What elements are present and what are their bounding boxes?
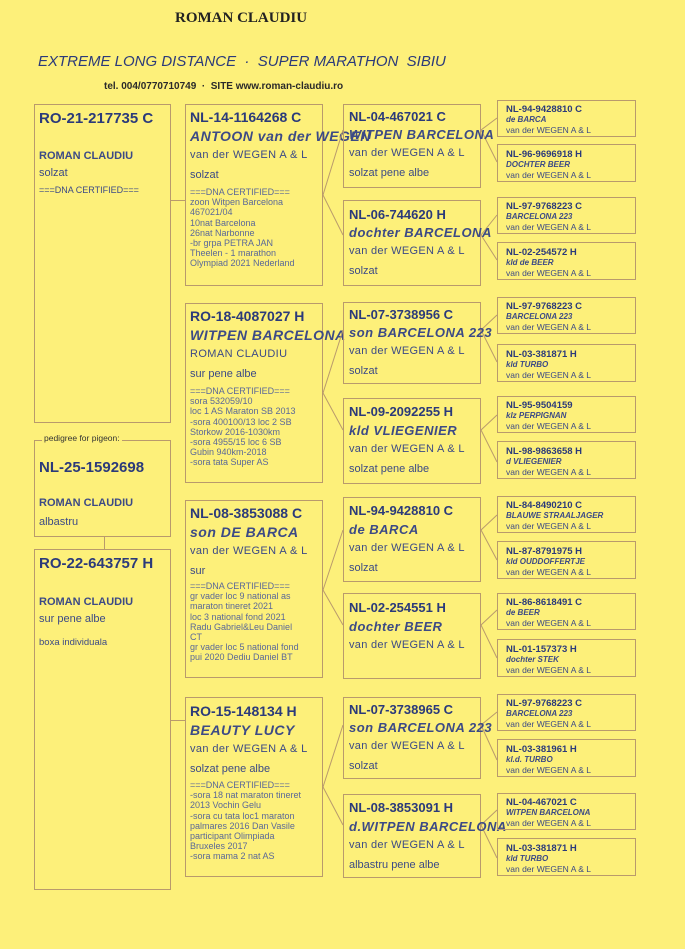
gen4-ring: NL-97-9768223 C xyxy=(506,301,583,312)
gen2-ring: NL-08-3853088 C xyxy=(190,505,303,521)
gen4-box xyxy=(497,197,636,234)
dam-ring: RO-22-643757 H xyxy=(39,555,154,572)
gen3-box xyxy=(343,697,493,779)
connector xyxy=(323,195,343,235)
gen2-color: sur pene albe xyxy=(190,368,257,380)
note-line: 467021/04 xyxy=(190,207,233,218)
gen3-box xyxy=(343,398,481,484)
sire-dna-note: ===DNA CERTIFIED=== xyxy=(39,185,139,195)
gen4-owner: van der WEGEN A & L xyxy=(506,170,592,180)
gen4-ring: NL-84-8490210 C xyxy=(506,500,583,511)
gen4-name: de BEER xyxy=(506,608,540,617)
gen2-owner: ROMAN CLAUDIU xyxy=(190,348,288,360)
gen4-box xyxy=(497,838,636,876)
gen2-name: BEAUTY LUCY xyxy=(190,722,295,738)
gen4-ring: NL-86-8618491 C xyxy=(506,597,583,608)
gen3-name: dochter BARCELONA xyxy=(349,225,492,240)
note-line: -sora 18 nat maraton tineret xyxy=(190,790,302,801)
sire-ring: RO-21-217735 C xyxy=(39,110,154,127)
gen3-owner: van der WEGEN A & L xyxy=(349,542,465,554)
gen4-name: BARCELONA 223 xyxy=(506,709,573,718)
gen3-ring: NL-07-3738965 C xyxy=(349,702,454,717)
connector xyxy=(481,530,497,560)
connector xyxy=(323,130,343,195)
gen3-box xyxy=(343,200,492,286)
note-line: -sora mama 2 nat AS xyxy=(190,851,275,862)
gen4-owner: van der WEGEN A & L xyxy=(506,222,592,232)
gen2-owner: van der WEGEN A & L xyxy=(190,149,308,161)
gen4-name: BARCELONA 223 xyxy=(506,212,573,221)
gen4-owner: van der WEGEN A & L xyxy=(506,322,592,332)
gen3-owner: van der WEGEN A & L xyxy=(349,443,465,455)
connector xyxy=(323,530,343,590)
gen4-box xyxy=(497,344,636,382)
gen3-ring: NL-06-744620 H xyxy=(349,207,446,222)
gen3-name: kld VLIEGENIER xyxy=(349,423,458,438)
note-line: 10nat Barcelona xyxy=(190,217,256,228)
gen4-name: kld OUDDOFFERTJE xyxy=(506,557,585,566)
connector xyxy=(481,415,497,430)
gen4-box xyxy=(497,739,636,777)
gen3-owner: van der WEGEN A & L xyxy=(349,639,465,651)
note-line: sora 532059/10 xyxy=(190,396,253,407)
gen4-name: BARCELONA 223 xyxy=(506,312,573,321)
gen4-owner: van der WEGEN A & L xyxy=(506,618,592,628)
gen3-color: solzat pene albe xyxy=(349,167,430,179)
gen4-name: klz PERPIGNAN xyxy=(506,411,567,420)
note-line: ===DNA CERTIFIED=== xyxy=(190,386,290,396)
gen4-box xyxy=(497,694,636,731)
note-line: -sora 4955/15 loc 6 SB xyxy=(190,437,282,448)
note-line: maraton tineret 2021 xyxy=(190,601,274,612)
gen3-color: albastru pene albe xyxy=(349,859,440,871)
connector xyxy=(481,430,497,462)
gen2-color: solzat pene albe xyxy=(190,763,271,775)
note-line: zoon Witpen Barcelona xyxy=(190,197,284,208)
gen3-color: solzat xyxy=(349,760,378,772)
gen4-ring: NL-95-9504159 xyxy=(506,400,573,411)
gen4-name: kl.d. TURBO xyxy=(506,755,553,764)
gen4-ring: NL-96-9696918 H xyxy=(506,149,583,160)
gen2-owner: van der WEGEN A & L xyxy=(190,545,308,557)
note-line: pui 2020 Dediu Daniel BT xyxy=(190,652,293,663)
gen3-ring: NL-04-467021 C xyxy=(349,109,446,124)
gen4-name: kld de BEER xyxy=(506,258,554,267)
gen2-color: sur xyxy=(190,565,206,577)
gen3-owner: van der WEGEN A & L xyxy=(349,147,465,159)
gen4-name: BLAUWE STRAALJAGER xyxy=(506,511,604,520)
gen4-owner: van der WEGEN A & L xyxy=(506,521,592,531)
note-line: gr vader loc 5 national fond xyxy=(190,642,299,653)
gen2-ring: RO-15-148134 H xyxy=(190,703,297,719)
gen3-box xyxy=(343,302,493,384)
subject-color: albastru xyxy=(39,516,79,528)
note-line: Radu Gabriel&Leu Daniel xyxy=(190,621,293,632)
gen3-box xyxy=(343,794,507,878)
gen3-ring: NL-02-254551 H xyxy=(349,600,446,615)
gen4-box xyxy=(497,793,636,830)
sire-color: solzat xyxy=(39,167,68,179)
gen3-name: WITPEN BARCELONA xyxy=(349,127,495,142)
gen4-box xyxy=(497,441,636,479)
gen4-box xyxy=(497,396,636,433)
gen2-name: WITPEN BARCELONA xyxy=(190,327,346,343)
gen4-name: de BARCA xyxy=(506,115,547,124)
gen4-owner: van der WEGEN A & L xyxy=(506,665,592,675)
gen4-name: WITPEN BARCELONA xyxy=(506,808,591,817)
connector xyxy=(481,610,497,625)
subject-ring: NL-25-1592698 xyxy=(39,459,145,476)
gen2-ring: NL-14-1164268 C xyxy=(190,109,302,125)
gen3-box xyxy=(343,497,481,582)
dam-note: boxa individuala xyxy=(39,637,108,648)
contact-line: tel. 004/0770710749 · SITE www.roman-claudiu.ro xyxy=(104,81,344,92)
connector xyxy=(323,393,343,430)
gen4-owner: van der WEGEN A & L xyxy=(506,268,592,278)
gen3-owner: van der WEGEN A & L xyxy=(349,245,465,257)
dam-owner: ROMAN CLAUDIU xyxy=(39,596,134,608)
note-line: -sora cu tata loc1 maraton xyxy=(190,810,295,821)
gen2-ring: RO-18-4087027 H xyxy=(190,308,305,324)
gen4-ring: NL-98-9863658 H xyxy=(506,446,583,457)
gen3-color: solzat xyxy=(349,365,378,377)
gen4-name: kld TURBO xyxy=(506,360,549,369)
note-line: Bruxeles 2017 xyxy=(190,841,248,852)
note-line: ===DNA CERTIFIED=== xyxy=(190,187,290,197)
dam-color: sur pene albe xyxy=(39,613,106,625)
note-line: 26nat Narbonne xyxy=(190,227,255,238)
gen4-ring: NL-94-9428810 C xyxy=(506,104,583,115)
gen3-owner: van der WEGEN A & L xyxy=(349,839,465,851)
breeder-title: ROMAN CLAUDIU xyxy=(175,10,308,26)
subtitle: EXTREME LONG DISTANCE · SUPER MARATHON SIBIU xyxy=(38,53,446,70)
pedigree-label: pedigree for pigeon: xyxy=(44,433,120,443)
gen4-ring: NL-03-381961 H xyxy=(506,744,577,755)
gen4-name: d VLIEGENIER xyxy=(506,457,562,466)
sire-owner: ROMAN CLAUDIU xyxy=(39,150,134,162)
gen3-color: solzat xyxy=(349,265,378,277)
gen3-color: solzat pene albe xyxy=(349,463,430,475)
connector xyxy=(481,625,497,658)
gen4-name: DOCHTER BEER xyxy=(506,160,571,169)
gen3-box xyxy=(343,104,495,188)
gen3-name: de BARCA xyxy=(349,522,419,537)
gen4-name: kld TURBO xyxy=(506,854,549,863)
connector xyxy=(323,330,343,393)
gen4-box xyxy=(497,297,636,334)
connector xyxy=(323,787,343,825)
subject-owner: ROMAN CLAUDIU xyxy=(39,497,134,509)
gen4-ring: NL-03-381871 H xyxy=(506,349,577,360)
gen4-box xyxy=(497,100,636,137)
gen4-owner: van der WEGEN A & L xyxy=(506,864,592,874)
note-line: Theelen - 1 marathon xyxy=(190,248,277,259)
gen3-name: son BARCELONA 223 xyxy=(349,720,493,735)
gen4-owner: van der WEGEN A & L xyxy=(506,421,592,431)
gen4-ring: NL-02-254572 H xyxy=(506,247,577,258)
gen3-ring: NL-08-3853091 H xyxy=(349,800,454,815)
gen4-ring: NL-04-467021 C xyxy=(506,797,577,808)
connector xyxy=(323,725,343,787)
gen2-name: son DE BARCA xyxy=(190,524,299,540)
note-line: Olympiad 2021 Nederland xyxy=(190,258,295,269)
note-line: loc 1 AS Maraton SB 2013 xyxy=(190,406,296,417)
gen4-owner: van der WEGEN A & L xyxy=(506,818,592,828)
gen4-owner: van der WEGEN A & L xyxy=(506,370,592,380)
gen4-owner: van der WEGEN A & L xyxy=(506,125,592,135)
note-line: -br grpa PETRA JAN xyxy=(190,238,274,249)
gen4-box xyxy=(497,242,636,280)
gen3-ring: NL-09-2092255 H xyxy=(349,404,454,419)
note-line: ===DNA CERTIFIED=== xyxy=(190,780,290,790)
gen4-ring: NL-87-8791975 H xyxy=(506,546,583,557)
gen2-owner: van der WEGEN A & L xyxy=(190,743,308,755)
gen4-owner: van der WEGEN A & L xyxy=(506,765,592,775)
gen4-owner: van der WEGEN A & L xyxy=(506,567,592,577)
gen4-name: dochter STEK xyxy=(506,655,559,664)
note-line: -sora tata Super AS xyxy=(190,457,269,468)
note-line: palmares 2016 Dan Vasile xyxy=(190,820,295,831)
gen4-box xyxy=(497,541,636,579)
gen4-box xyxy=(497,593,636,630)
gen4-ring: NL-97-9768223 C xyxy=(506,201,583,212)
gen4-owner: van der WEGEN A & L xyxy=(506,719,592,729)
gen3-box xyxy=(343,593,481,679)
connector xyxy=(481,515,497,530)
gen4-box xyxy=(497,144,636,182)
connector xyxy=(323,590,343,625)
note-line: gr vader loc 9 national as xyxy=(190,591,291,602)
gen3-color: solzat xyxy=(349,562,378,574)
gen4-ring: NL-03-381871 H xyxy=(506,843,577,854)
note-line: Gubin 940km-2018 xyxy=(190,447,267,458)
note-line: -sora 400100/13 loc 2 SB xyxy=(190,416,292,427)
gen4-box xyxy=(497,496,636,533)
gen3-name: dochter BEER xyxy=(349,619,443,634)
gen3-ring: NL-07-3738956 C xyxy=(349,307,454,322)
gen3-ring: NL-94-9428810 C xyxy=(349,503,454,518)
gen4-box xyxy=(497,639,636,677)
gen3-owner: van der WEGEN A & L xyxy=(349,740,465,752)
gen2-name: ANTOON van der WEGEN xyxy=(190,128,371,144)
note-line: Storkow 2016-1030km xyxy=(190,426,281,437)
gen4-owner: van der WEGEN A & L xyxy=(506,467,592,477)
gen4-ring: NL-01-157373 H xyxy=(506,644,577,655)
note-line: ===DNA CERTIFIED=== xyxy=(190,581,290,591)
gen3-owner: van der WEGEN A & L xyxy=(349,345,465,357)
gen3-name: son BARCELONA 223 xyxy=(349,325,493,340)
note-line: loc 3 national fond 2021 xyxy=(190,611,286,622)
note-line: 2013 Vochin Gelu xyxy=(190,800,262,811)
gen4-ring: NL-97-9768223 C xyxy=(506,698,583,709)
gen2-color: solzat xyxy=(190,169,219,181)
gen3-name: d.WITPEN BARCELONA xyxy=(349,819,507,834)
note-line: CT xyxy=(190,632,202,643)
note-line: participant Olimpiada xyxy=(190,831,275,842)
